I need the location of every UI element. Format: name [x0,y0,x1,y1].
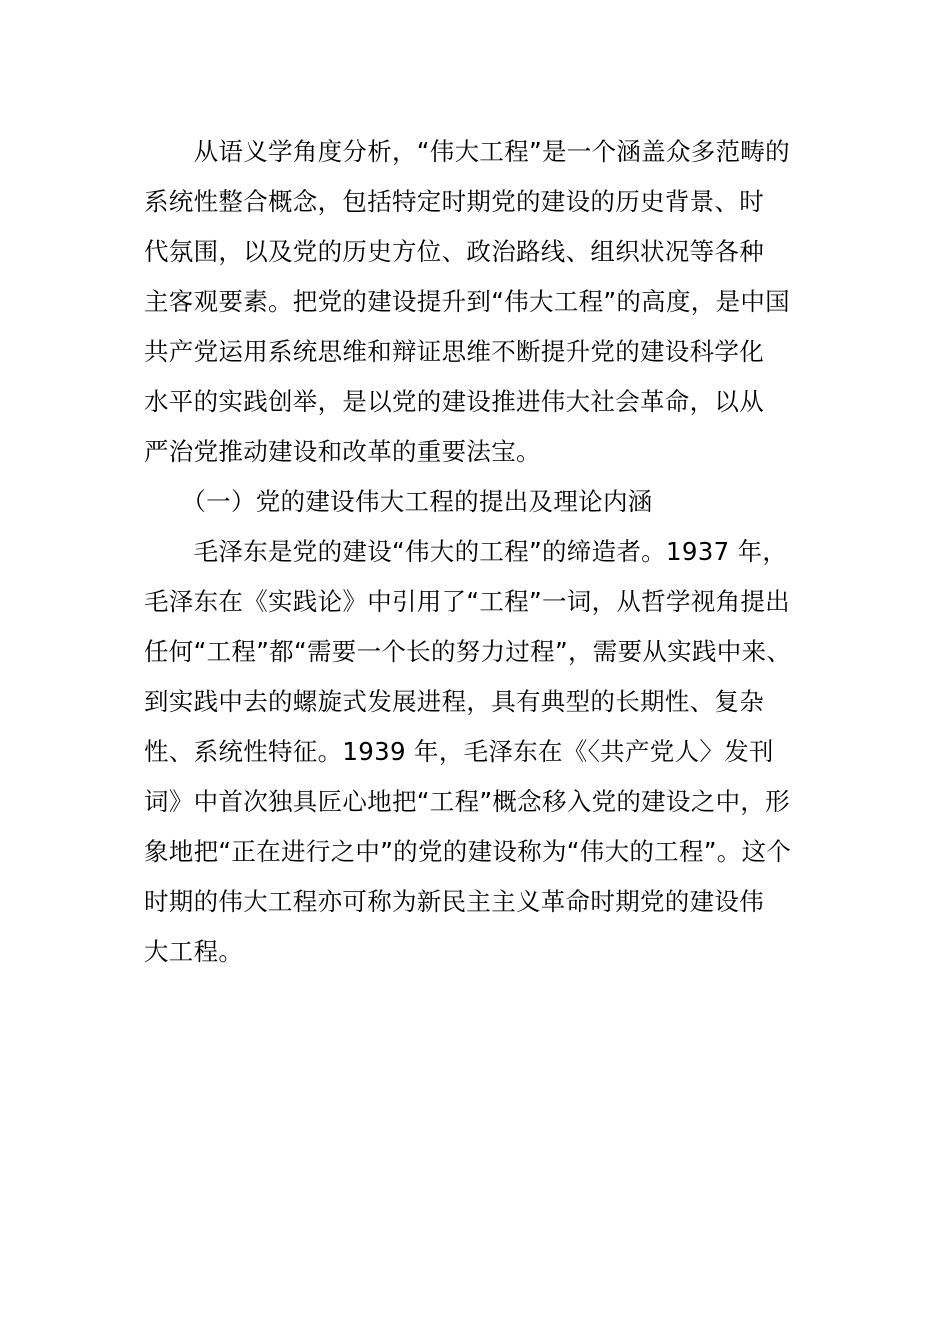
section-heading [144,477,806,527]
paragraph-mao-zedong [144,527,806,977]
text-line: 严治党推动建设和改革的重要法宝。 [144,437,541,466]
text-line: 共产党运用系统思维和辩证思维不断提升党的建设科学化 [144,337,764,366]
text-line: 系统性整合概念，包括特定时期党的建设的历史背景、时 [144,187,764,216]
text-line: 性、系统性特征。1939 年，毛泽东在《〈共产党人〉发刊 [144,737,774,766]
text-line: 象地把“正在进行之中”的党的建设称为“伟大的工程”。这个 [144,837,792,866]
text-line: 毛泽东在《实践论》中引用了“工程”一词，从哲学视角提出 [144,587,790,616]
text-line: 主客观要素。把党的建设提升到“伟大工程”的高度，是中国 [144,287,790,316]
text-line: 大工程。 [144,937,244,966]
text-line: 时期的伟大工程亦可称为新民主主义革命时期党的建设伟 [144,887,764,916]
text-line: 到实践中去的螺旋式发展进程，具有典型的长期性、复杂 [144,687,764,716]
section-heading-text: （一）党的建设伟大工程的提出及理论内涵 [144,487,653,516]
document-page [144,127,806,977]
paragraph-semantics [144,127,806,477]
text-line: 词》中首次独具匠心地把“工程”概念移入党的建设之中，形 [144,787,790,816]
text-line: 代氛围，以及党的历史方位、政治路线、组织状况等各种 [144,237,764,266]
text-line: 从语义学角度分析，“伟大工程”是一个涵盖众多范畴的 [144,137,790,166]
text-line: 任何“工程”都“需要一个长的努力过程”，需要从实践中来、 [144,637,792,666]
text-line: 毛泽东是党的建设“伟大的工程”的缔造者。1937 年， [144,537,788,566]
text-line: 水平的实践创举，是以党的建设推进伟大社会革命，以从 [144,387,764,416]
